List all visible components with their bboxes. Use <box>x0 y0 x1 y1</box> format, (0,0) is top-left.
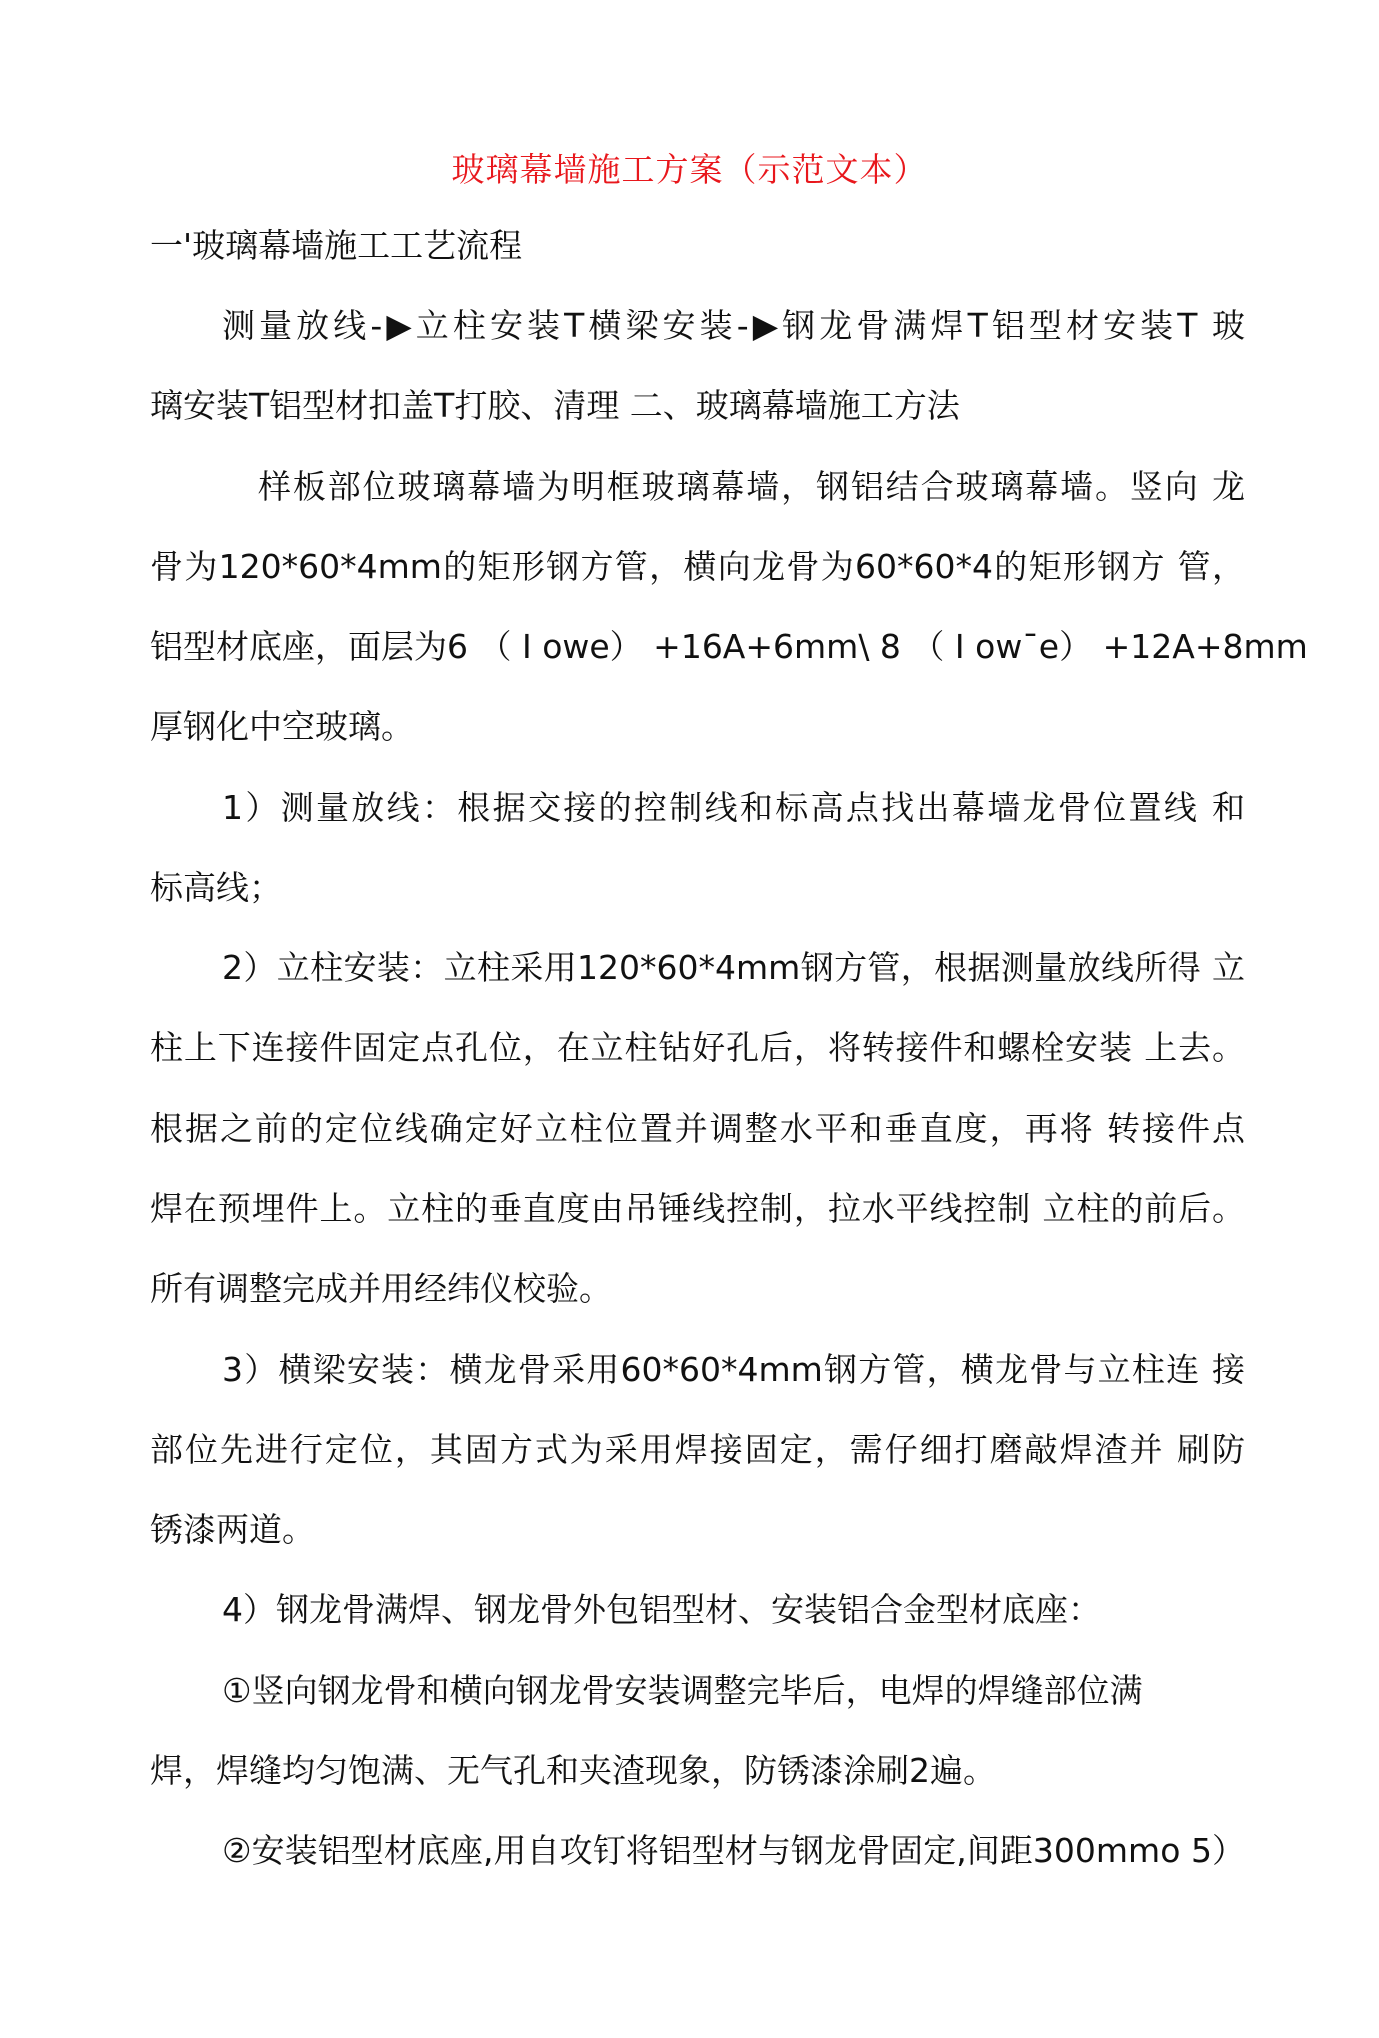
text-line: 样板部位玻璃幕墙为明框玻璃幕墙，钢铝结合玻璃幕墙。竖向 龙 <box>258 467 1245 506</box>
text-line: 4）钢龙骨满焊、钢龙骨外包铝型材、安装铝合金型材底座： <box>222 1590 1101 1629</box>
text-line: 2）立柱安装：立柱采用120*60*4mm钢方管，根据测量放线所得 立 <box>222 948 1245 987</box>
text-line: 测量放线-▶立柱安装T横梁安装-▶钢龙骨满焊T铝型材安装T 玻 <box>222 306 1245 345</box>
text-line: ①竖向钢龙骨和横向钢龙骨安装调整完毕后，电焊的焊缝部位满 <box>222 1671 1143 1710</box>
text-line: 锈漆两道。 <box>150 1510 315 1549</box>
text-line: 所有调整完成并用经纬仪校验。 <box>150 1269 612 1308</box>
section-heading-1: 一'玻璃幕墙施工工艺流程 <box>150 226 523 265</box>
text-line: 厚钢化中空玻璃。 <box>150 707 414 746</box>
text-line: 璃安装T铝型材扣盖T打胶、清理 二、玻璃幕墙施工方法 <box>150 386 960 425</box>
text-line: 骨为120*60*4mm的矩形钢方管，横向龙骨为60*60*4的矩形钢方 管， <box>150 547 1245 586</box>
text-line: 焊，焊缝均匀饱满、无气孔和夹渣现象，防锈漆涂刷2遍。 <box>150 1751 996 1790</box>
text-line: 柱上下连接件固定点孔位，在立柱钻好孔后，将转接件和螺栓安装 上去。 <box>150 1028 1245 1067</box>
text-line: 部位先进行定位，其固方式为采用焊接固定，需仔细打磨敲焊渣并 刷防 <box>150 1430 1245 1469</box>
text-line: 根据之前的定位线确定好立柱位置并调整水平和垂直度，再将 转接件点 <box>150 1109 1245 1148</box>
text-line: 1）测量放线：根据交接的控制线和标高点找出幕墙龙骨位置线 和 <box>222 788 1245 827</box>
document-title: 玻璃幕墙施工方案（示范文本） <box>451 150 928 189</box>
text-line: ②安装铝型材底座,用自攻钉将铝型材与钢龙骨固定,间距300mmo 5） <box>222 1831 1245 1870</box>
text-line: 标高线； <box>150 868 282 907</box>
text-line: 铝型材底座，面层为6 （ I owe） +16A+6mm\ 8 （ I ow¯e） +12A+8mm <box>150 627 1308 666</box>
text-line: 3）横梁安装：横龙骨采用60*60*4mm钢方管，横龙骨与立柱连 接 <box>222 1350 1245 1389</box>
text-line: 焊在预埋件上。立柱的垂直度由吊锤线控制，拉水平线控制 立柱的前后。 <box>150 1189 1245 1228</box>
